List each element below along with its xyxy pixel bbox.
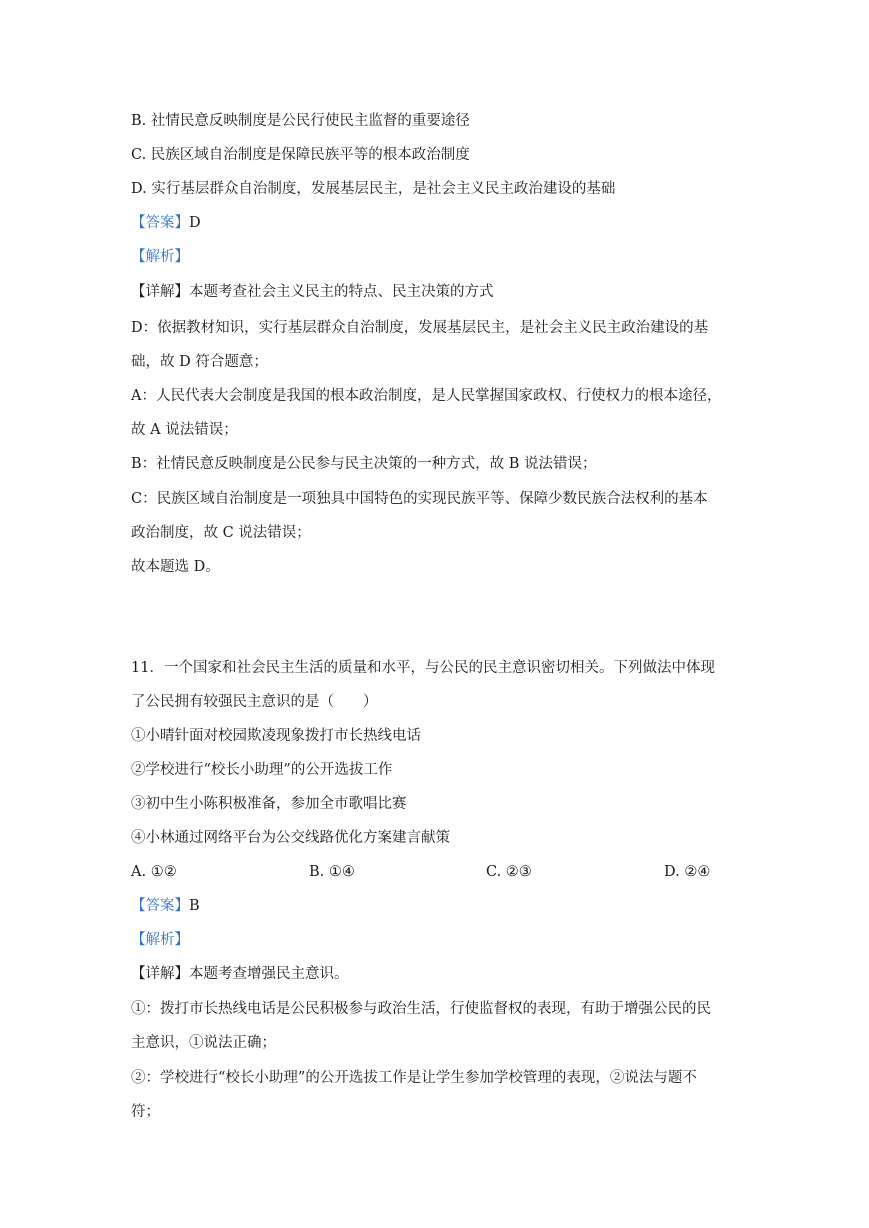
- q11-options-row: [131, 862, 751, 882]
- q11-statement-item: ①小晴针面对校园欺凌现象拨打市长热线电话: [131, 728, 421, 744]
- q10-detail-line: 础，故 D 符合题意；: [131, 354, 268, 370]
- q10-option-d: D. 实行基层群众自治制度，发展基层民主，是社会主义民主政治建设的基础: [131, 181, 616, 197]
- q10-detail-line: 【详解】本题考查社会主义民主的特点、民主决策的方式: [131, 284, 494, 300]
- q11-statement-item: ④小林通过网络平台为公交线路优化方案建言献策: [131, 830, 450, 846]
- answer-tag: 【答案】: [131, 215, 189, 231]
- q10-detail-line: D：依据教材知识，实行基层群众自治制度，发展基层民主，是社会主义民主政治建设的基: [131, 320, 709, 336]
- q10-analysis-tag: 【解析】: [131, 249, 189, 265]
- q10-detail-line: B：社情民意反映制度是公民参与民主决策的一种方式，故 B 说法错误；: [131, 456, 597, 472]
- q11-statement-item: ②学校进行“校长小助理”的公开选拔工作: [131, 762, 393, 778]
- q10-option-c: C. 民族区域自治制度是保障民族平等的根本政治制度: [131, 147, 470, 163]
- q11-detail-line: 主意识，①说法正确；: [131, 1035, 276, 1051]
- q11-option-b: B. ①④: [309, 864, 355, 880]
- q11-detail-line: ②：学校进行“校长小助理”的公开选拔工作是让学生参加学校管理的表现，②说法与题不: [131, 1070, 697, 1086]
- q11-detail-line: ①：拨打市长热线电话是公民积极参与政治生活，行使监督权的表现，有助于增强公民的民: [131, 1001, 711, 1017]
- q11-option-d: D. ②④: [664, 864, 711, 880]
- q11-analysis-tag: 【解析】: [131, 932, 189, 948]
- q11-detail-line: 符；: [131, 1104, 160, 1120]
- q10-answer: [131, 213, 751, 233]
- q11-stem-line: 了公民拥有较强民主意识的是（ ）: [131, 694, 378, 710]
- q10-option-b: B. 社情民意反映制度是公民行使民主监督的重要途径: [131, 113, 470, 129]
- q11-option-a: A. ①②: [131, 864, 177, 880]
- q11-answer: [131, 896, 751, 916]
- q10-detail-line: A：人民代表大会制度是我国的根本政治制度，是人民掌握国家政权、行使权力的根本途径，: [131, 388, 722, 404]
- answer-tag: 【答案】: [131, 898, 189, 914]
- q11-option-c: C. ②③: [486, 864, 532, 880]
- q10-detail-line: 故本题选 D。: [131, 559, 220, 575]
- q11-detail-line: 【详解】本题考查增强民主意识。: [131, 966, 349, 982]
- q11-statement-item: ③初中生小陈积极准备，参加全市歌唱比赛: [131, 796, 407, 812]
- q10-detail-line: 故 A 说法错误；: [131, 422, 238, 438]
- q10-detail-line: 政治制度，故 C 说法错误；: [131, 525, 311, 541]
- answer-value: B: [189, 898, 200, 914]
- q11-stem-line: 11．一个国家和社会民主生活的质量和水平，与公民的民主意识密切相关。下列做法中体现: [131, 660, 715, 676]
- q10-detail-line: C：民族区域自治制度是一项独具中国特色的实现民族平等、保障少数民族合法权利的基本: [131, 491, 708, 507]
- answer-value: D: [189, 215, 201, 231]
